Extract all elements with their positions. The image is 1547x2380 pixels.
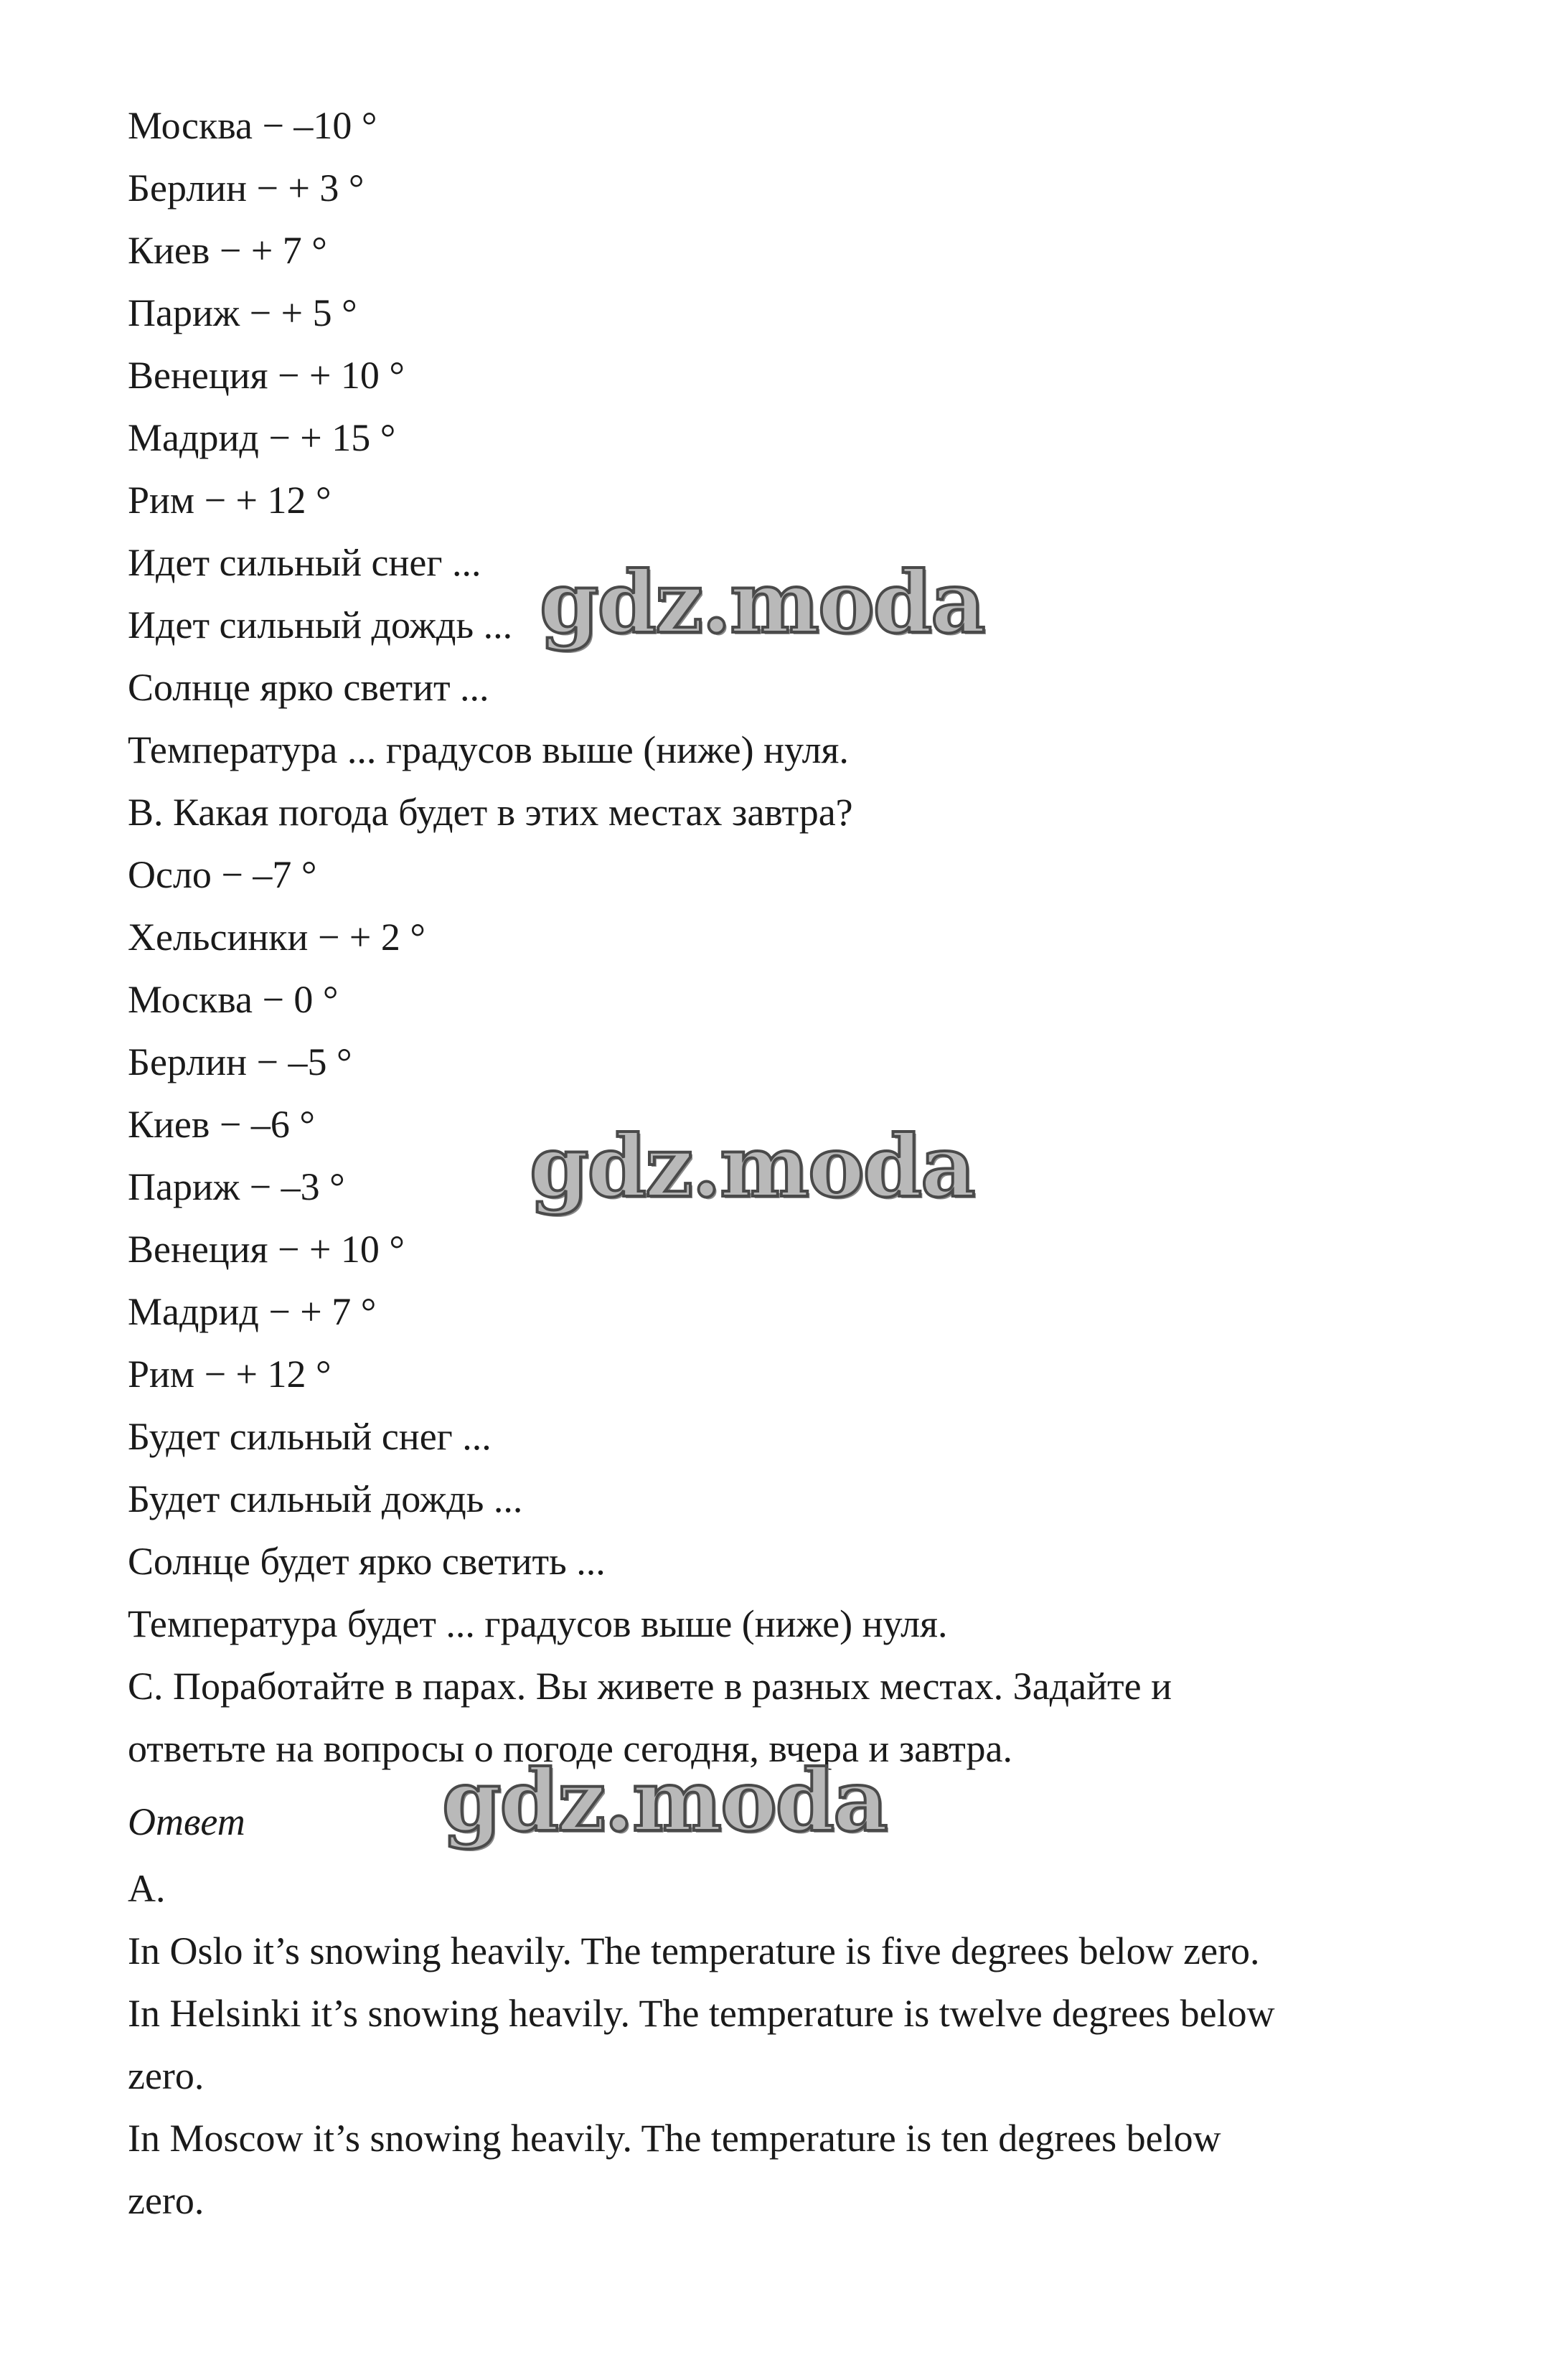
text-line: Москва − 0 °: [128, 978, 339, 1021]
answer-line: zero.: [128, 2179, 204, 2222]
text-line: Будет сильный дождь ...: [128, 1477, 523, 1520]
text-line: Солнце будет ярко светить ...: [128, 1540, 606, 1583]
answer-line: In Oslo it’s snowing heavily. The temperature is five degrees below zero.: [128, 1929, 1260, 1972]
text-line: Солнце ярко светит ...: [128, 666, 489, 709]
section-heading-c: C. Поработайте в парах. Вы живете в разных местах. Задайте и: [128, 1665, 1172, 1708]
watermark: gdz.moda: [442, 1751, 887, 1850]
text-line: Осло − –7 °: [128, 853, 317, 896]
text-line: Температура ... градусов выше (ниже) нуля.: [128, 728, 849, 771]
watermark: gdz.moda: [540, 552, 984, 652]
answer-label: Ответ: [128, 1800, 245, 1843]
text-line: Париж − + 5 °: [128, 291, 357, 334]
answer-line: zero.: [128, 2054, 204, 2097]
text-line: Париж − –3 °: [128, 1165, 345, 1208]
answer-line: In Helsinki it’s snowing heavily. The temperature is twelve degrees below: [128, 1992, 1275, 2035]
text-line: Мадрид − + 15 °: [128, 416, 396, 459]
text-line: ответьте на вопросы о погоде сегодня, вчера и завтра.: [128, 1727, 1013, 1770]
text-line: Температура будет ... градусов выше (ниже) нуля.: [128, 1602, 948, 1645]
text-line: Рим − + 12 °: [128, 1353, 332, 1396]
text-line: Мадрид − + 7 °: [128, 1290, 377, 1333]
text-line: Москва − –10 °: [128, 104, 377, 147]
text-line: Идет сильный дождь ...: [128, 603, 513, 646]
text-line: Киев − –6 °: [128, 1103, 315, 1146]
text-line: Киев − + 7 °: [128, 229, 327, 272]
text-line: Хельсинки − + 2 °: [128, 916, 425, 959]
text-line: Берлин − –5 °: [128, 1040, 352, 1083]
section-heading-b: B. Какая погода будет в этих местах завтра?: [128, 791, 853, 834]
answer-line: In Moscow it’s snowing heavily. The temperature is ten degrees below: [128, 2117, 1221, 2160]
text-line: Рим − + 12 °: [128, 479, 332, 522]
text-line: Будет сильный снег ...: [128, 1415, 492, 1458]
text-line: Берлин − + 3 °: [128, 166, 365, 210]
watermark: gdz.moda: [530, 1116, 974, 1216]
answer-line: A.: [128, 1867, 166, 1910]
text-line: Венеция − + 10 °: [128, 1228, 405, 1271]
text-line: Идет сильный снег ...: [128, 541, 481, 584]
text-line: Венеция − + 10 °: [128, 354, 405, 397]
